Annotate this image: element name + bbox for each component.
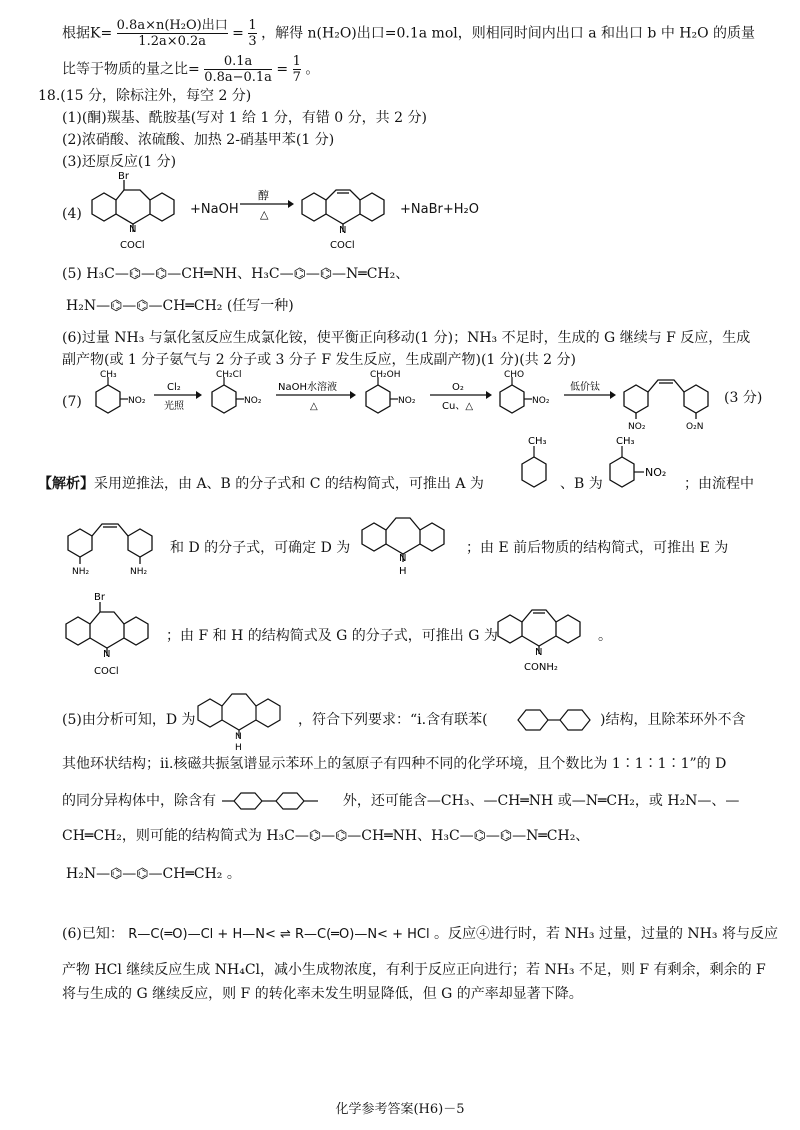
cocl-label: COCl	[120, 240, 145, 251]
text: 根据K=	[62, 25, 113, 42]
no2-label: NO₂	[628, 422, 646, 432]
compound-d-structure	[352, 504, 462, 576]
text: 采用逆推法，由 A、B 的分子式和 C 的结构简式，可推出 A 为	[94, 476, 484, 492]
frac-den: 3	[248, 34, 257, 49]
compound-d-small	[188, 684, 298, 752]
equilibrium-equation: R—C(═O)—Cl + H—N< ⇌ R—C(═O)—N< + HCl	[128, 927, 430, 942]
analysis-line-1	[38, 474, 484, 494]
route-benzaldehyde	[490, 368, 564, 424]
nh2-label: NH₂	[130, 567, 148, 577]
text: ，解得 n(H₂O)出口=0.1a mol，则相同时间内出口 a 和出口 b 中 H₂O 的质量	[261, 25, 756, 42]
analysis-5-line-2: 其他环状结构；ⅱ.核磁共振氢谱显示苯环上的氢原子有四种不同的化学环境，且个数比为 1∶1∶1∶1”的 D	[62, 756, 727, 772]
nh2-label: NH₂	[72, 567, 90, 577]
analysis-6-line-1	[62, 924, 778, 945]
arrow-cond-top: 低价钛	[570, 382, 600, 393]
no2-label: NO₂	[128, 396, 146, 406]
frac-den: 1.2a×0.2a	[138, 34, 207, 49]
ch2oh-label: CH₂OH	[370, 370, 401, 380]
n-label: N	[339, 225, 347, 236]
route-arrow-2	[272, 378, 358, 412]
text: 外，还可能含—CH₃、—CH═NH 或—N═CH₂，或 H₂N—、—	[342, 793, 740, 809]
q18-answer-6-line-1: (6)过量 NH₃ 与氯化氢反应生成氯化铵，使平衡正向移动(1 分)；NH₃ 不足时，生成的 G 继续与 F 反应，生成	[62, 330, 751, 346]
analysis-text: ；由流程中	[684, 476, 754, 492]
q18-answer-4-reagent: +NaOH	[190, 202, 239, 217]
fraction-k	[117, 18, 228, 49]
q18-header: 18.(15 分，除标注外，每空 2 分)	[38, 88, 252, 104]
q18-answer-7-label: (7)	[62, 394, 82, 410]
arrow-cond-bot: Cu、△	[442, 401, 474, 412]
q18-answer-5-line-2: H₂N—⌬—⌬—CH═CH₂ (任写一种)	[66, 298, 294, 314]
br-label: Br	[118, 172, 129, 182]
conh2-label: CONH₂	[524, 662, 558, 673]
analysis-6-line-2: 产物 HCl 继续反应生成 NH₄Cl，减小生成物浓度，有利于反应正向进行；若 NH₃ 不足，则 F 有剩余，剩余的 F	[62, 962, 766, 978]
text: =	[232, 25, 244, 42]
n-label: N	[235, 732, 242, 742]
ch3-label: CH₃	[616, 436, 635, 447]
n-label: N	[535, 647, 543, 658]
analysis-line-2b: ；由 E 前后物质的结构简式，可推出 E 为	[466, 540, 729, 556]
top-line-1	[62, 18, 755, 49]
q18-answer-3: (3)还原反应(1 分)	[62, 154, 177, 170]
q18-answer-6-line-2: 副产物(或 1 分子氨气与 2 分子或 3 分子 F 发生反应，生成副产物)(1 分)(共 2 分)	[62, 352, 576, 368]
frac-num: 1	[292, 54, 301, 69]
text: 的同分异构体中，除含有	[62, 793, 216, 809]
q18-answer-5-line-1: (5) H₃C—⌬—⌬—CH═NH、H₃C—⌬—⌬—N═CH₂、	[62, 266, 410, 282]
frac-num: 0.1a	[204, 54, 272, 70]
compound-b-nitrotoluene	[602, 432, 682, 500]
compound-a-toluene	[514, 432, 564, 500]
no2-label: NO₂	[645, 466, 667, 479]
diamine-stilbene	[60, 510, 170, 578]
arrow-cond-top: Cl₂	[167, 382, 181, 393]
no2-label: NO₂	[398, 396, 416, 406]
analysis-tag: 【解析】	[38, 476, 94, 492]
top-line-2	[62, 54, 319, 85]
fraction-seventh	[293, 54, 301, 85]
analysis-line-2a: 和 D 的分子式，可确定 D 为	[170, 540, 351, 556]
compound-e-structure	[56, 588, 166, 684]
route-arrow-1	[150, 378, 204, 412]
biphenyl-fragment	[220, 790, 338, 812]
page-footer: 化学参考答案(H6)－5	[335, 1102, 465, 1117]
analysis-line-3b: 。	[598, 628, 612, 644]
biphenyl-icon	[510, 700, 602, 740]
frac-num: 0.8a×n(H₂O)出口	[116, 18, 228, 33]
analysis-5-a: (5)由分析可知，D 为	[62, 712, 196, 728]
arrow-cond-top: O₂	[452, 382, 464, 393]
n-label: N	[129, 224, 137, 235]
text: 。反应④进行时，若 NH₃ 过量，过量的 NH₃ 将与反应	[434, 926, 778, 942]
q18-answer-7-score: (3 分)	[724, 390, 763, 406]
h-label: H	[235, 743, 242, 752]
route-benzyl-alcohol	[356, 368, 436, 424]
analysis-text: 、B 为	[560, 476, 603, 492]
analysis-5-b: ，符合下列要求：“ⅰ.含有联苯(	[298, 712, 488, 728]
n-label: N	[103, 649, 111, 660]
ch2cl-label: CH₂Cl	[216, 370, 242, 380]
reactant-e-structure	[82, 172, 192, 252]
route-toluene-nitro	[86, 368, 156, 424]
no2-label: NO₂	[532, 396, 550, 406]
h-label: H	[399, 566, 407, 576]
cocl-label: COCl	[94, 666, 119, 677]
q18-answer-4-label: (4)	[62, 206, 82, 222]
no2-label: NO₂	[244, 396, 262, 406]
arrow-cond-top: NaOH水溶液	[278, 382, 337, 393]
compound-g-structure	[488, 598, 598, 674]
q18-answer-2: (2)浓硝酸、浓硫酸、加热 2-硝基甲苯(1 分)	[62, 132, 335, 148]
q18-answer-4-products: +NaBr+H₂O	[400, 202, 479, 217]
analysis-5-line-4: CH═CH₂，则可能的结构简式为 H₃C—⌬—⌬—CH═NH、H₃C—⌬—⌬—N═CH₂、	[62, 828, 590, 844]
frac-den: 7	[292, 70, 301, 85]
reaction-arrow-4	[236, 188, 296, 220]
arrow-cond-top: 醇	[258, 189, 269, 202]
o2n-label: O₂N	[686, 422, 704, 432]
text: 。	[305, 61, 320, 78]
arrow-cond-bot: △	[310, 401, 318, 412]
fraction-third	[248, 18, 256, 49]
product-g-structure	[292, 178, 402, 252]
analysis-5-line-3	[62, 790, 739, 812]
route-arrow-4	[560, 378, 618, 412]
q18-answer-1: (1)(酮)羰基、酰胺基(写对 1 给 1 分，有错 0 分，共 2 分)	[62, 110, 427, 126]
ch3-label: CH₃	[100, 370, 117, 380]
ch3-label: CH₃	[528, 436, 547, 447]
route-dinitrostilbene	[616, 368, 726, 432]
analysis-line-3a: ；由 F 和 H 的结构简式及 G 的分子式，可推出 G 为	[166, 628, 498, 644]
route-arrow-3	[426, 378, 494, 412]
br-label: Br	[94, 592, 105, 603]
cocl-label: COCl	[330, 240, 355, 251]
text: (6)已知：	[62, 926, 124, 942]
arrow-cond-bot: 光照	[164, 401, 184, 412]
fraction-ratio	[204, 54, 272, 85]
route-benzyl-chloride	[202, 368, 282, 424]
analysis-5-line-5: H₂N—⌬—⌬—CH═CH₂ 。	[66, 866, 241, 882]
analysis-5-c: )结构，且除苯环外不含	[600, 712, 746, 728]
analysis-6-line-3: 将与生成的 G 继续反应，则 F 的转化率未发生明显降低，但 G 的产率却显著下降。	[62, 986, 583, 1002]
frac-num: 1	[248, 18, 257, 33]
frac-den: 0.8a−0.1a	[204, 70, 272, 85]
cho-label: CHO	[504, 370, 525, 380]
text: =	[276, 61, 289, 78]
arrow-cond-bot: △	[260, 208, 269, 220]
text: 比等于物质的量之比=	[62, 61, 200, 78]
n-label: N	[399, 553, 407, 564]
